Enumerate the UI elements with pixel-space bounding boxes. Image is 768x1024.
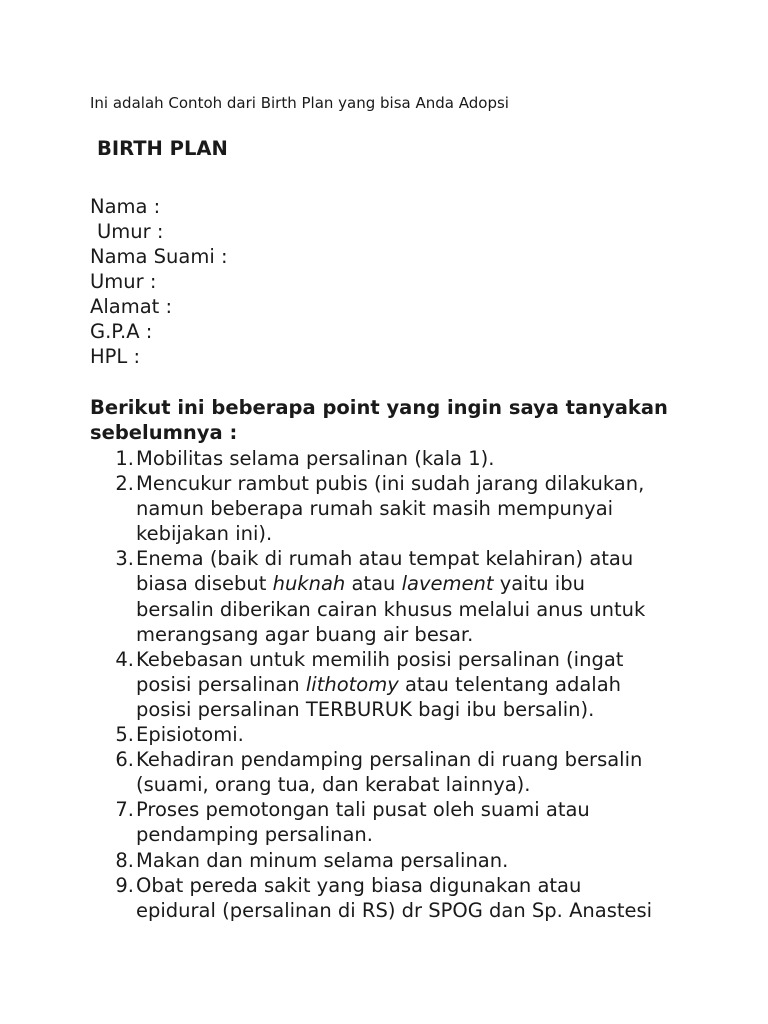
list-number: 3. bbox=[115, 547, 134, 571]
section-heading: Berikut ini beberapa point yang ingin saya tanyakan sebelumnya : bbox=[90, 396, 668, 444]
page-title: BIRTH PLAN bbox=[97, 137, 228, 160]
list-item bbox=[90, 722, 700, 747]
list-text: Proses pemotongan tali pusat oleh suami atau pendamping persalinan. bbox=[136, 798, 590, 847]
field-alamat: Alamat : bbox=[90, 295, 173, 318]
list-item bbox=[90, 471, 700, 546]
list-number: 1. bbox=[115, 447, 134, 470]
list-item bbox=[90, 546, 700, 646]
list-text bbox=[136, 546, 700, 646]
list-text bbox=[136, 647, 700, 722]
list-text: Mencukur rambut pubis (ini sudah jarang dilakukan, namun beberapa rumah sakit masih mempunyai kebijakan ini). bbox=[136, 472, 645, 546]
intro-text: Ini adalah Contoh dari Birth Plan yang bisa Anda Adopsi bbox=[90, 94, 509, 112]
italic-term: lavement bbox=[401, 572, 494, 596]
list-number: 7. bbox=[115, 798, 134, 822]
list-item bbox=[90, 797, 700, 847]
list-text-part: Kebebasan untuk memilih posisi persalinan (ingat posisi persalinan bbox=[136, 647, 624, 696]
identity-fields bbox=[90, 194, 228, 369]
list-text-part: Enema (baik di rumah atau tempat kelahiran) atau biasa disebut bbox=[136, 547, 634, 596]
italic-term: lithotomy bbox=[305, 672, 399, 696]
field-gpa: G.P.A : bbox=[90, 320, 153, 343]
list-number: 8. bbox=[115, 848, 134, 872]
list-number: 5. bbox=[115, 723, 134, 747]
list-text-part: atau telentang adalah posisi persalinan TERBURUK bagi ibu bersalin). bbox=[136, 672, 622, 721]
list-number: 6. bbox=[115, 748, 134, 772]
point-list bbox=[90, 446, 700, 923]
list-text: Episiotomi. bbox=[136, 723, 244, 747]
list-item bbox=[90, 873, 700, 923]
field-nama: Nama : bbox=[90, 195, 161, 218]
list-item bbox=[90, 446, 700, 471]
list-text: Kehadiran pendamping persalinan di ruang bersalin (suami, orang tua, dan kerabat lainnya). bbox=[136, 748, 643, 797]
field-umur: Umur : bbox=[97, 220, 164, 243]
field-nama-suami: Nama Suami : bbox=[90, 245, 228, 268]
list-text-part: yaitu ibu bersalin diberikan cairan khusus melalui anus untuk merangsang agar buang air besar. bbox=[136, 572, 646, 646]
list-text: Obat pereda sakit yang biasa digunakan atau epidural (persalinan di RS) dr SPOG dan Sp. Anastesi bbox=[136, 873, 653, 922]
list-text-part: atau bbox=[345, 572, 402, 596]
list-item bbox=[90, 647, 700, 722]
list-number: 4. bbox=[115, 647, 134, 671]
italic-term: huknah bbox=[272, 572, 346, 596]
list-text: Makan dan minum selama persalinan. bbox=[136, 848, 509, 872]
list-item bbox=[90, 747, 700, 797]
field-hpl: HPL : bbox=[90, 345, 141, 368]
field-umur-suami: Umur : bbox=[90, 270, 157, 293]
list-item bbox=[90, 848, 700, 873]
list-text: Mobilitas selama persalinan (kala 1). bbox=[136, 447, 495, 470]
list-number: 2. bbox=[115, 472, 134, 496]
list-number: 9. bbox=[115, 873, 134, 897]
